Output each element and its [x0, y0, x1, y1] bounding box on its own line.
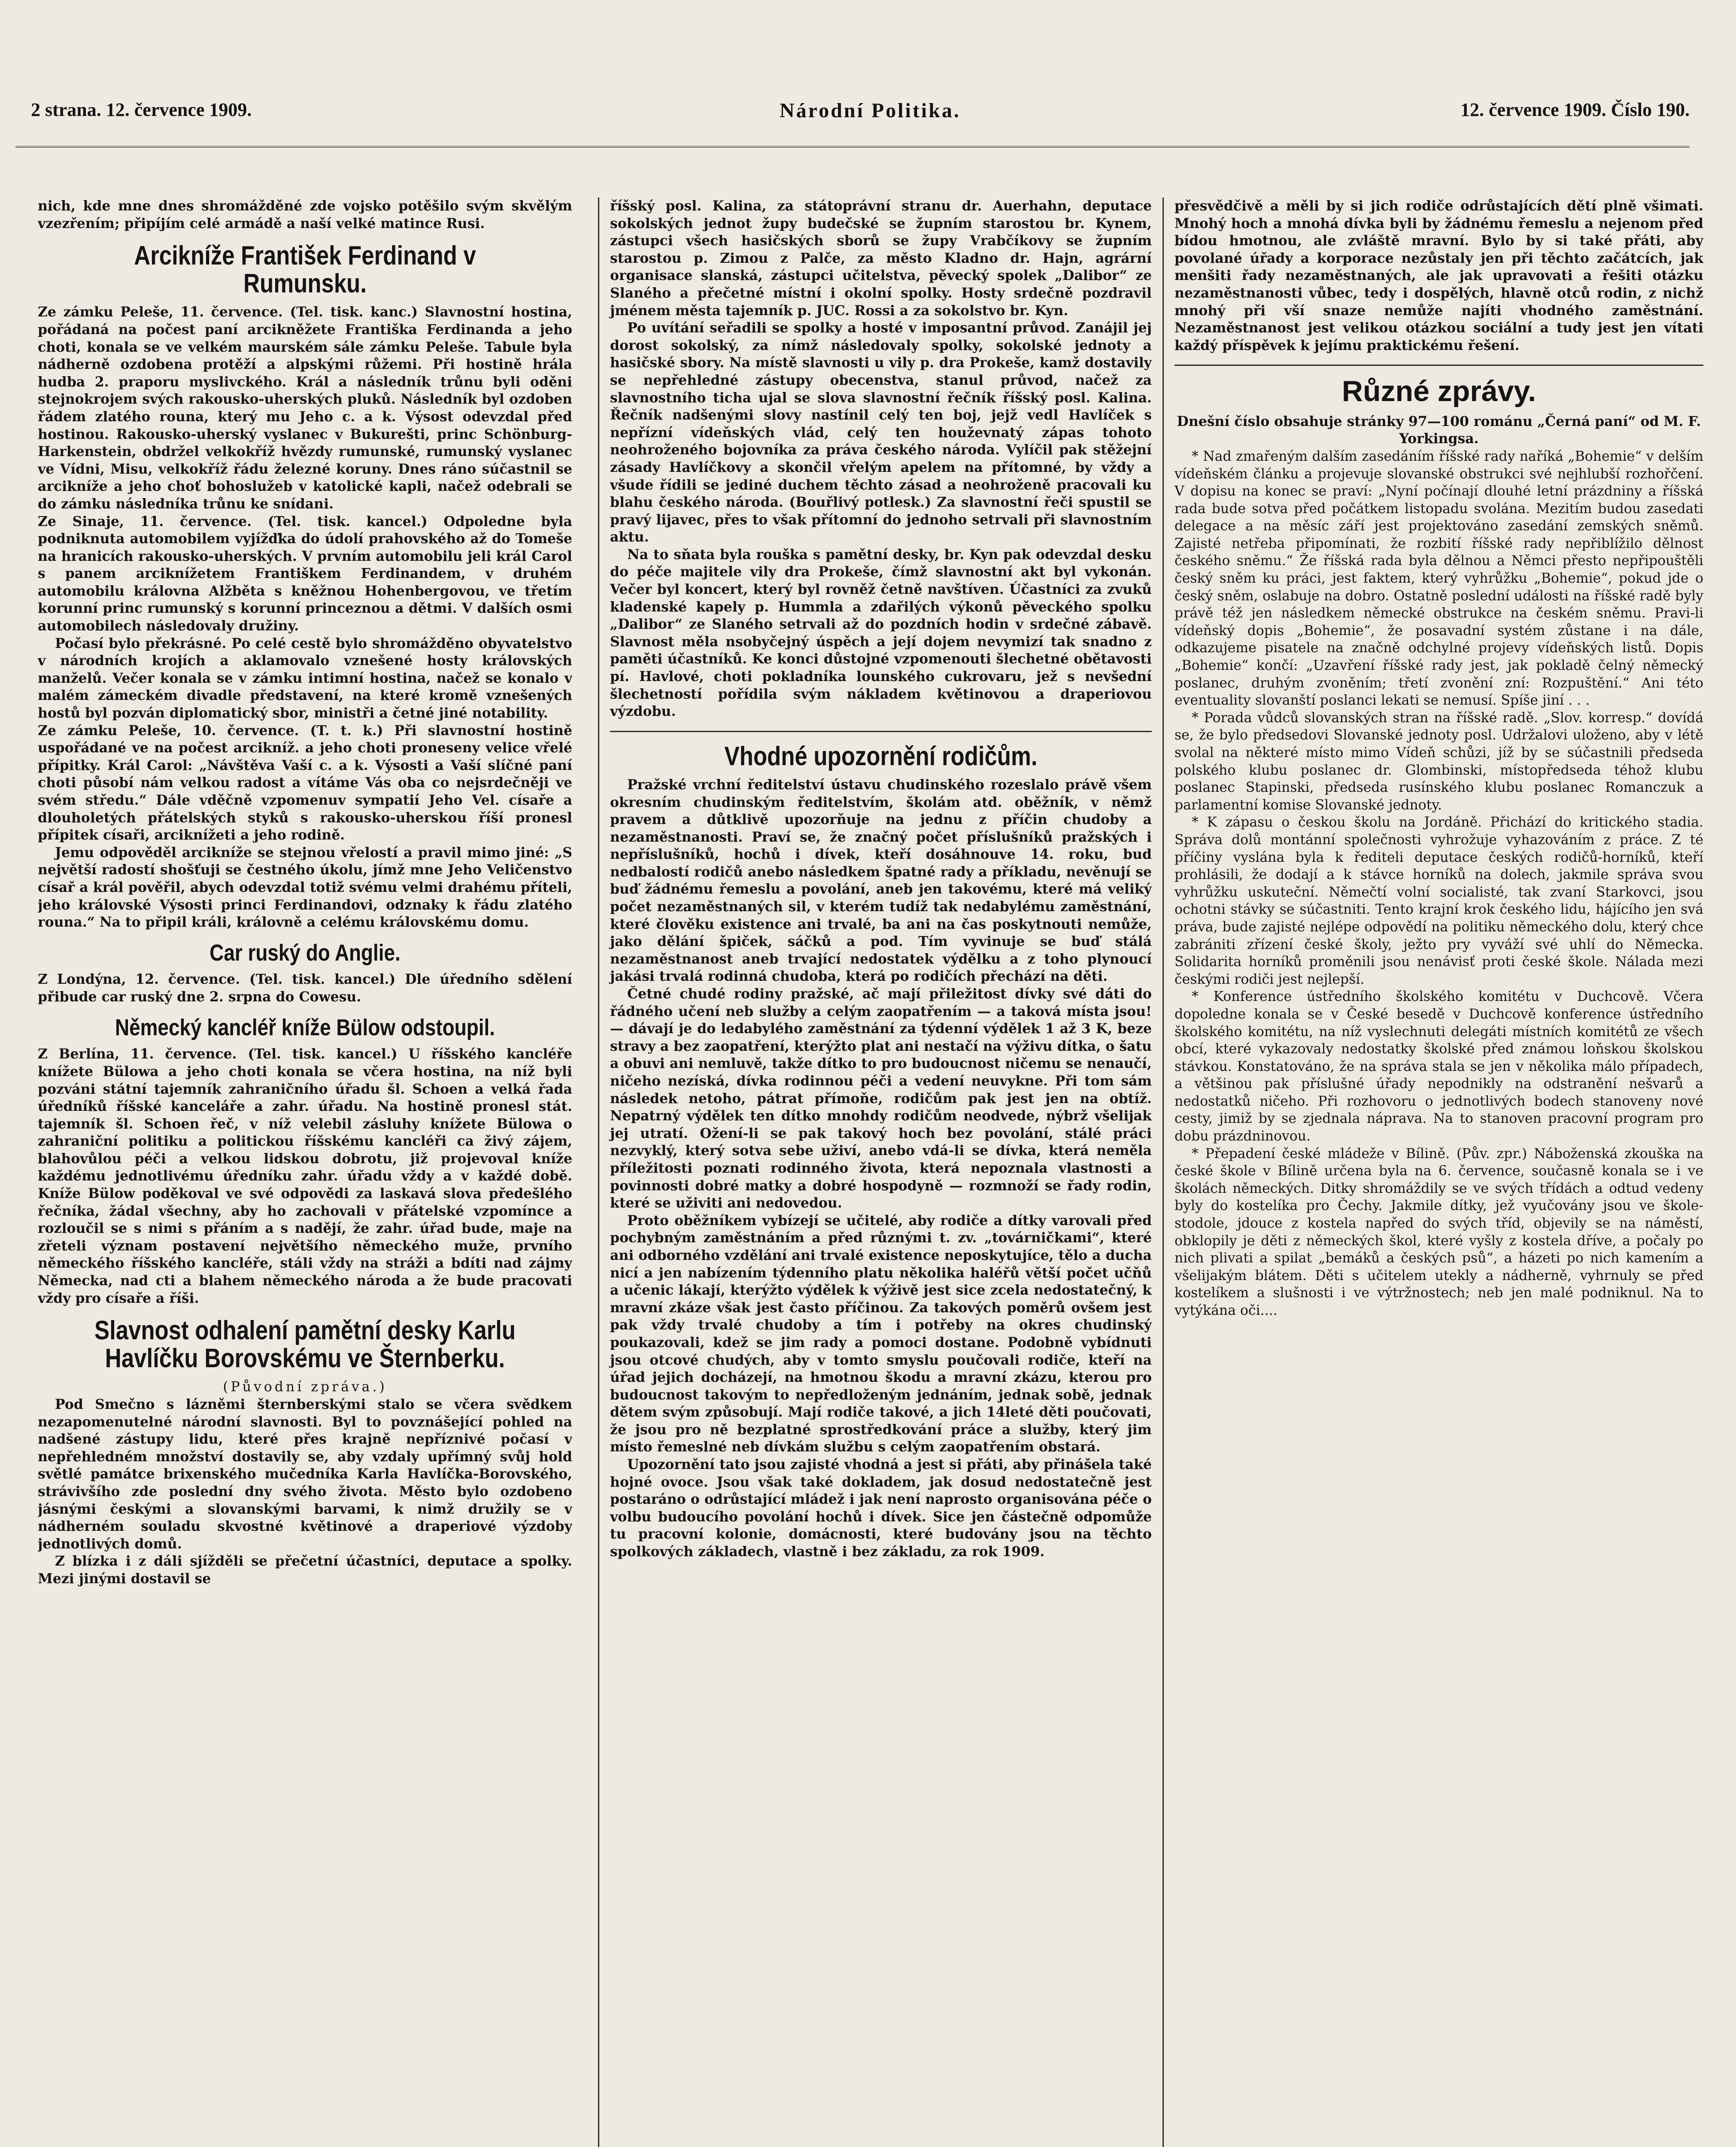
paragraph: * K zápasu o českou školu na Jordáně. Přichází do kritického stadia. Správa dolů montánní společnosti vyhrožuje vyhazováním z práce. Z té příčiny vyslána byla k řediteli deputace českých rodičů-horníků, kteří prohlásili, že dodají a k stávce horníků na dolech, jakmile správa svou vyhrůžku uskuteční. Němečtí volní socialisté, tak zvaní Starkovci, jsou ochotni stávky se súčastniti. Tento krajní krok českého lidu, hájícího jen svá práva, bude zajisté nejlépe odpovědí na politiku německého dolu, který chce zabrániti zřízení české školy, ježto pry vyváží své uhlí do Německa. Solidarita horníků proměnili jsou nenávisť proti české škole. Nálada mezi českými rodiči jest nejlepší.	[1175, 815, 1703, 987]
paragraph: * Přepadení české mládeže v Bílině. (Pův. zpr.) Náboženská zkouška na české škole v Bílině určena byla na 6. července, současně konala se i ve školách německých. Ditky shromáždily se ve svých třídách a odtud vedeny byly do kostelíka pro Čechy. Jakmile dítky, jež vyučovány jsou ve škole-stodole, jdouce z kostela napřed do svých tříd, objevily se na náměstí, obklopily je děti z německých škol, které vyšly z kostela dříve, a počaly po nich plivati a spilat „bemáků a českých psů“, a házeti po nich kamením a všelijakým blátem. Děti s učitelem utekly a nádherně, vyhrnuly se před kostelíkem a slušnosti i ve výtržnostech; neb jen malé podniknul. Na to vytýkána oči....	[1175, 1146, 1703, 1319]
header-page-info: 2 strana. 12. července 1909.	[31, 99, 252, 120]
headline-havlicek: Slavnost odhalení pamětní desky Karlu Havlíčku Borovskému ve Šternberku.	[94, 1316, 516, 1374]
paragraph: přesvědčivě a měli by si jich rodiče odrůstajících dětí plně všimati. Mnohý hoch a mnohá dívka byli by žádnému řemeslu a nejenom před bídou hmotnou, ale zvláště mravní. Bylo by si také přáti, aby povolané úřady a korporace nezůstaly jen při těchto začátcích, jak menšiti řady nezaměstnaných, ale jak upravovati a řešiti otázku nezaměstnanosti vůbec, tedy i dospělých, hlavně otců rodin, z nichž mnohý při vší snaze nemůže najíti vhodného zaměstnání. Nezaměstnanost jest velikou otázkou sociální a tudy jest jen vítati každý příspěvek k jejímu praktickému řešení.	[1175, 198, 1703, 353]
headline-arcikníže: Arcikníže František Ferdinand v Rumunsku.	[134, 241, 476, 299]
page-header	[15, 99, 1690, 148]
paragraph: Na to sňata byla rouška s pamětní desky, br. Kyn pak odevzdal desku do péče majitele vily dra Prokeše, čímž slavnostní akt byl vykonán. Večer byl koncert, který byl rovněž četně navštíven. Účastníci za zvuků kladenské kapely p. Hummla a zdařilých výkonů pěveckého spolku „Dalibor“ ze Slaného setrvali až do pozdních hodin v srdečné zábavě. Slavnost měla nsobyčejný úspěch a její dojem nevymizí tak snadno z paměti účastníků. Ke konci důstojné vzpomenouti šlechetné obětavosti pí. Havlové, choti pokladníka lounského cukrovaru, jež s nevšední šlechetností pořídila svým nákladem květinovou a draperiovou výzdobu.	[610, 546, 1152, 720]
column-1	[38, 198, 572, 2147]
header-issue-info: 12. července 1909. Číslo 190.	[1460, 99, 1690, 120]
headline-rodice: Vhodné upozornění rodičům.	[724, 741, 1038, 771]
headline-car: Car ruský do Anglie.	[209, 940, 401, 966]
paragraph: * Nad zmařeným dalším zasedáním říšské rady naříká „Bohemie“ v delším vídeňském článku a projevuje slovanské obstrukci své nejhlubší rozhořčení. V dopisu na konec se praví: „Nyní počínají dlouhé letní prázdniny a říšská rada bude sotva před počátkem listopadu svolána. Mezitím budou zasedati delegace a na měsíc září jest projektováno zasedání zemských sněmů. Zajisté netřeba připomínati, že rozbití říšské rady nepřiblížilo dělnost českého sněmu.“ Že říšská rada byla dělnou a Němci přesto nepřipouštěli český sněm ku práci, jest faktem, který vyhrůžku „Bohemie“, pokud jde o český sněm, oslabuje na dobro. Ostatně poslední události na říšské radě byly právě též jen následkem německé obstrukce na českém sněmu. Pravi-li vídeňský dopis „Bohemie“, že posavadní systém zůstane i na dále, odkazujeme pisatele na značně odchylné projevy vídeňských listů. Dopis „Bohemie“ končí: „Uzavření říšské rady jest, jak pokladě čelný německý poslanec, druhým zvoněním; třetí zvonění zní: Rozpuštění.“ Ani této eventuality slovanští poslanci lekati se nemusí. Spíše jiní . . .	[1175, 448, 1703, 709]
paragraph: Z Berlína, 11. července. (Tel. tisk. kancel.) U říšského kancléře knížete Bülowa a jeho choti konala se včera hostina, na níž byli pozváni státní tajemník zahraničního úřadu šl. Schoen a velká řada úředníků říšské kanceláře a zahr. úřadu. Na hostině pronesl stát. tajemník šl. Schoen řeč, v níž velebil zásluhy knížete Bülowa o zahraniční politiku a politickou říšskému kancléři ca živý zájem, blahovůlou péči a velkou lidskou dobrotu, již projevoval kníže každému jednotlivému úředníku zahr. úřadu vždy a v každé době. Kníže Bülow poděkoval ve své odpovědi za laskavá slova předešlého řečníka, žádal všechny, aby ho zachovali v přátelské vzpomínce a rozloučil se s nimi s přáním a s nadějí, že zahr. úřad bude, maje na zřeteli význam postavení největšího německého muže, prvního německého říšského kancléře, stáli vždy na stráži a bdíti nad zájmy Německa, nad cti a blahem německého národa a že bude pracovati vždy pro císaře a říši.	[38, 1046, 572, 1306]
paragraph: Upozornění tato jsou zajisté vhodná a jest si přáti, aby přinášela také hojné ovoce. Jsou však také dokladem, jak dosud nedostatečně jest postaráno o odrůstající mládež i jak není naprosto organisována péče o volbu budoucího povolání hochů i dívek. Sice jen částečně odpomůže tu pracovní kolonie, domácnosti, které budovány jsou na těchto spolkových základech, vlastně i bez základu, za rok 1909.	[610, 1457, 1152, 1560]
paragraph: Počasí bylo překrásné. Po celé cestě bylo shromážděno obyvatelstvo v národních krojích a aklamovalo vznešené hosty královských manželů. Večer konala se v zámku intimní hostina, načež se konalo v malém zámeckém divadle představení, na které kromě vznešených hostů byl pozván diplomatický sbor, ministři a četné jiné notability.	[38, 635, 572, 721]
headline-bulow: Německý kancléř kníže Bülow odstoupil.	[115, 1014, 495, 1040]
paragraph: * Konference ústředního školského komitétu v Duchcově. Včera dopoledne konala se v České besedě v Duchcově konference ústředního školského komitétu, na níž vyslechnuti delegáti místních komitétů ze všech obcí, které vykazovaly nedostatky školské před známou loňskou školskou stávkou. Konstatováno, že na správa stala se jen v několika málo případech, a většinou pak příslušné úřady nepodnikly na odstranění nešvarů a nedostatků ničeho. Při rozhovoru o jednotlivých bodech stanoveny nové cesty, jimiž by se zjednala náprava. Na to stanoven pracovní program pro dobu prázdninovou.	[1175, 989, 1703, 1144]
column-3	[1162, 198, 1703, 2147]
divider	[610, 731, 1152, 732]
paragraph: Jemu odpověděl arcikníže se stejnou vřelostí a pravil mimo jiné: „S největší radostí shošťuji se čestného úkolu, jímž mne Jeho Veličenstvo císař a král pověřil, abych odevzdal totiž svému velmi drahému příteli, jeho královské Výsosti princi Ferdinandovi, odznaky k řádu zlatého rouna.“ Na to připil králi, královně a celému královskému domu.	[38, 844, 572, 931]
paragraph: Pražské vrchní ředitelství ústavu chudinského rozeslalo právě všem okresním chudinským ředitelstvím, školám atd. oběžník, v němž pravem a důtklivě upozorňuje na jednu z příčin chudoby a nezaměstnanosti. Praví se, že značný počet příslušníků pražských i nepříslušníků, hochů i dívek, kteří dosáhnouve 14. roku, buď nedbalostí rodičů anebo následkem špatné rady a příkladu, nevěnují se buď žádnému řemeslu a povolání, aneb jen takovému, které má veliký počet nezaměstnaných sil, v kterém tudíž tak nedabylému zaměstnání, které člověku existence ani trvalé, ba ani na čas poskytnouti nemůže, jako dělání špiček, sáčků a pod. Tím vyvinuje se buď stálá nezaměstnanost aneb trvající nedostatek výdělku a z toho plynoucí jakási trvalá rodinná chudoba, která po rodičích přechází na děti.	[610, 776, 1152, 985]
paragraph: Ze zámku Peleše, 11. července. (Tel. tisk. kanc.) Slavnostní hostina, pořádaná na počest paní arcikněžete Františka Ferdinanda a jeho choti, konala se ve velkém maurském sále zámku Peleše. Tabule byla nádherně ozdobena protěží a alpskými růžemi. Při hostině hrála hudba 2. praporu myslivckého. Král a následník trůnu byli oděni stejnokrojem svých rakousko-uherských pluků. Následník byl ozdoben řádem zlatého rouna, který mu Jeho c. a k. Výsost odevzdal před hostinou. Rakousko-uherský vyslanec v Bukurešti, princ Schönburg-Harkenstein, obdržel velkokříž hvězdy rumunské, rumunský vyslanec ve Vídni, Misu, velkokříž řádu železné koruny. Dnes ráno súčastnil se arcikníže a jeho choť bohoslužeb v katolické kapli, načež odebrali se do zámku následníka trůnu ke snídani.	[38, 304, 572, 512]
paragraph: Proto oběžníkem vybízejí se učitelé, aby rodiče a dítky varovali před pochybným zaměstnáním a před různými t. zv. „továrničkami“, které ani odborného vzdělání ani trvalé existence neposkytujíce, tělo a ducha nicí a jen nabízením týdenního platu několika haléřů větší počet učňů a učenic lákají, kterýžto výdělek k výživě jest sice zcela nedostatečný, k mravní zkáze však jest často příčinou. Za takových poměrů ovšem jest pak vždy trvalé chudoby a tím i potřeby na okres chudinský poukazovali, kdež se jim rady a pomoci dostane. Podobně vybídnuti jsou otcové chudých, aby v tomto smyslu poučovali rodiče, kteří na úřad jejich docházejí, na hmotnou škodu a mravní zkázu, kterou pro budoucnost takovým to nepředloženým jednáním, jednak sobě, jednak dětem svým způsobují. Mají rodiče takové, a jich 14leté děti poučovati, že jsou pro ně bezplatné sprostředkování práce a služby, který jim místo řemeslné neb dívkám službu s celým zaopatřením obstará.	[610, 1212, 1152, 1455]
headline-ruzne: Různé zprávy.	[1341, 375, 1536, 408]
paragraph: říšský posl. Kalina, za státoprávní stranu dr. Auerhahn, deputace sokolských jednot župy budečské se župním starostou br. Kynem, zástupci všech hasičských sborů se župy Vrabčíkovy se župním starostou p. Zimou z Palče, za město Kladno dr. Hajn, agrární organisace slanská, zástupci učitelstva, pěvecký spolek „Dalibor“ ze Slaného a přečetné místní i okolní spolky. Hosty srdečně pozdravil jménem města tajemník p. JUC. Rossi a za sokolstvo br. Kyn.	[610, 198, 1152, 319]
subheading: (Původní zpráva.)	[223, 1379, 387, 1395]
paragraph: Dnešní číslo obsahuje stránky 97—100 románu „Černá paní“ od M. F. Yorkingsa.	[1177, 413, 1701, 447]
article-continuation: nich, kde mne dnes shromážděné zde vojsko potěšilo svým skvělým vzezřením; připíjím celé armádě a naší velké matince Rusi.	[38, 198, 572, 231]
paragraph: Z Londýna, 12. července. (Tel. tisk. kancel.) Dle úředního sdělení přibude car ruský dne 2. srpna do Cowesu.	[38, 971, 572, 1005]
paragraph: Pod Smečno s lázněmi šternberskými stalo se včera svědkem nezapomenutelné národní slavnosti. Byl to povznášející pohled na nadšené zástupy lidu, které přes krajně nepříznivé počasí v nepřehledném množství dostavily se, aby vzdaly upřímný svůj hold světlé památce brixenského mučedníka Karla Havlíčka-Borovského, strávivšího zde poslední dny svého života. Město bylo ozdobeno jásnými českými a slovanskými barvami, k nimž družily se v nádherném souladu skvostné květinové a draperiové výzdoby jednotlivých domů.	[38, 1396, 572, 1552]
paragraph: Z blízka i z dáli sjížděli se přečetní účastníci, deputace a spolky. Mezi jinými dostavil se	[38, 1553, 572, 1587]
header-masthead: Národní Politika.	[780, 99, 961, 122]
paragraph: Ze Sinaje, 11. července. (Tel. tisk. kancel.) Odpoledne byla podniknuta automobilem vyjížďka do údolí prahovského až do Tomeše na hranicích rakousko-uherských. V prvním automobilu jeli král Carol s panem arciknížetem Františkem Ferdinandem, v druhém automobilu královna Alžběta s kněžnou Hohenbergovou, ve třetím korunní princ rumunský s korunní princeznou a dětmi. V dalších osmi automobilech následovaly družiny.	[38, 513, 572, 634]
paragraph: Po uvítání seřadili se spolky a hosté v imposantní průvod. Zanájil jej dorost sokolský, za nímž následovaly spolky, sokolské jednoty a hasičské sbory. Na místě slavnosti u vily p. dra Prokeše, kamž dostavily se nepřehledné zástupy obecenstva, stanul průvod, načež za slavnostního ticha ujal se slova slavnostní řečník říšský posl. Kalina. Řečník nadšenými slovy nastínil celý ten boj, jejž vedl Havlíček s nepřízní vídeňských vlád, celý ten houževnatý zápas tohoto neohroženého bojovníka za práva českého národa. Vylíčil pak stěžejní zásady Havlíčkovy a skončil vřelým apelem na přítomné, by vždy a všude řídili se jediné duchem těchto zásad a neohroženě pracovali ku blahu českého národa. (Bouřlivý potlesk.) Za slavnostní řeči spustil se pravý lijavec, přes to však přítomní do jednoho setrvali při slavnostním aktu.	[610, 320, 1152, 545]
divider	[1175, 365, 1703, 366]
paragraph: Ze zámku Peleše, 10. července. (T. t. k.) Při slavnostní hostině uspořádané ve na počest arcikníž. a jeho choti proneseny velice vřelé přípitky. Král Carol: „Návštěva Vaší c. a k. Výsosti a Vaší slíčné paní choti působí nám velkou radost a vítáme Vás oba co nejsrdečněji ve svém středu.“ Dále vděčně vzpomenuv sympatií Jeho Vel. císaře a dlouholetých přátelských styků s rakousko-uherskou říší pronesl přípitek císaři, arciknížeti a jeho rodině.	[38, 722, 572, 843]
paragraph: Četné chudé rodiny pražské, ač mají přiležitost dívky své dáti do řádného učení neb služby a celým zaopatřením — a taková místa jsou! — dávají je do ledabylého zaměstnání za týdenní výdělek 1 až 3 K, beze stravy a bez zaopatření, kterýžto plat ani nestačí na výživu dítka, o šatu a obuvi ani nemluvě, takže dítko to pro budoucnost ničemu se nenaučí, ničeho nezíská, dívka rodinnou péči a vedení neuvykne. Při tom sám následek netoho, pátrat přímoňe, rodičům pak jest jen na obtíž. Nepatrný výdělek ten dítko mnohdy rodičům neodvede, nýbrž všelijak jej utratí. Ožení-li se pak takový hoch bez povolání, stálé práci nezvyklý, který sotva sebe uživí, anebo vdá-li se dívka, která neměla příležitosti poznati rodinného života, která nepoznala vlastnosti a povinnosti dobré matky a dobré hospodyně — rozmnoží se řady rodin, které se uživiti ani nedovedou.	[610, 986, 1152, 1211]
paragraph: * Porada vůdců slovanských stran na říšské radě. „Slov. korresp.“ dovídá se, že bylo předsedovi Slovanské jednoty posl. Udržalovi uloženo, aby v létě svolal na některé místo mimo Vídeň schůzi, jíž by se súčastnili předseda polského klubu poslanec dr. Glombinski, místopředseda téhož klubu poslanec Stapinski, předseda rusínského klubu poslanec Romanczuk a parlamentní komise Slovanské jednoty.	[1175, 710, 1703, 813]
column-2	[598, 198, 1152, 2147]
newspaper-columns	[38, 198, 1703, 2147]
